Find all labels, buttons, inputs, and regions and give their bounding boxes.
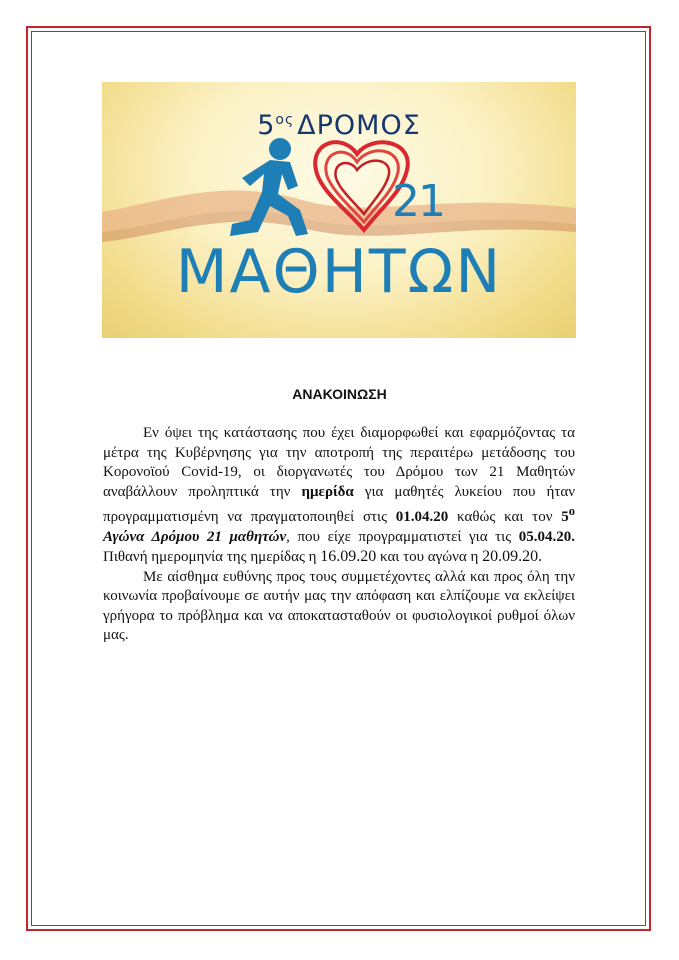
logo-subheading: ΜΑΘΗΤΩΝ bbox=[175, 237, 503, 307]
bold-italic-race-name: Αγώνα Δρόμου 21 μαθητών bbox=[103, 528, 287, 545]
text-run: καθώς και τον bbox=[448, 509, 562, 525]
bold-ordinal: 5 bbox=[561, 509, 569, 525]
new-date-seminar: 16.09.20 bbox=[320, 548, 377, 565]
announcement-body bbox=[103, 424, 575, 646]
logo-ordinal: 5 bbox=[257, 110, 276, 141]
event-logo-banner bbox=[102, 82, 576, 338]
announcement-paragraph-2: Με αίσθημα ευθύνης προς τους συμμετέχοντες αλλά και προς όλη την κοινωνία προβαίνουμε σε αυτήν μας την απόφαση και ελπίζουμε να εκλείψει γρήγορα το πρόβλημα και να αποκατασταθούν οι φυσιολογικοί ρυθμοί όλων μας. bbox=[103, 568, 575, 643]
bold-run: ημερίδα bbox=[301, 483, 354, 500]
bold-ordinal-suffix: ο bbox=[568, 504, 575, 518]
bold-date: 05.04.20. bbox=[518, 528, 575, 545]
announcement-paragraph-1 bbox=[103, 424, 575, 568]
text-run: Εν όψει της κατάστασης που έχει διαμορφωθεί και εφαρμόζοντας τα μέτρα της Κυβέρνησης για την αποτροπή της περαιτέρω μετάδοσης του Κορονοϊού Covid-19, οι διοργανωτές του Δρόμου των 21 Μαθητών αναβάλλουν προληπτικά την bbox=[103, 425, 575, 500]
text-run: και του αγώνα η bbox=[376, 549, 483, 565]
bold-date: 01.04.20 bbox=[395, 509, 449, 525]
announcement-title: ΑΝΑΚΟΙΝΩΣΗ bbox=[292, 386, 387, 402]
new-date-race: 20.09.20. bbox=[482, 548, 543, 565]
logo-number: 21 bbox=[392, 176, 444, 227]
logo-heading bbox=[102, 100, 576, 140]
text-run: Πιθανή ημερομηνία της ημερίδας η bbox=[103, 549, 321, 565]
logo-heading-word: ΔΡΟΜΟΣ bbox=[297, 110, 421, 141]
text-run: για μαθητές λυκείου που ήταν προγραμματισμένη να πραγματοποιηθεί στις bbox=[103, 483, 575, 525]
text-run: , που είχε προγραμματιστεί για τις bbox=[286, 528, 519, 545]
logo-ordinal-suffix: ος bbox=[275, 112, 295, 128]
